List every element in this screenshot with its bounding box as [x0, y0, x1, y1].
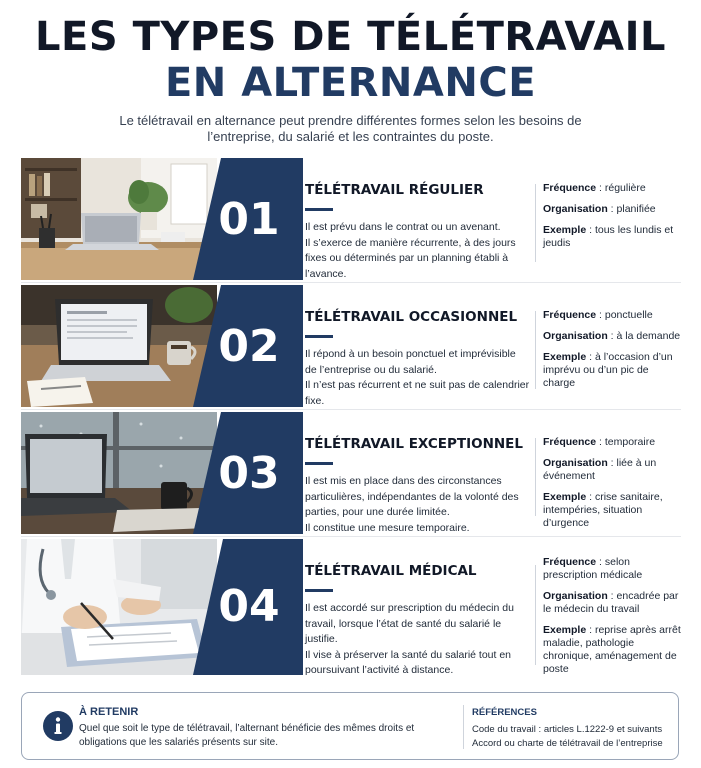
fact-exemple: Exemple : reprise après arrêt maladie, pathologie chronique, aménagement de poste: [543, 624, 681, 675]
section-title: TÉLÉTRAVAIL OCCASIONNEL: [305, 309, 518, 325]
fact-frequence: Fréquence : temporaire: [543, 436, 656, 448]
fact-exemple: Exemple : tous les lundis et jeudis: [543, 224, 674, 249]
fact-frequence: Fréquence : ponctuelle: [543, 309, 653, 321]
fact-organisation: Organisation : planifiée: [543, 203, 656, 215]
divider: [535, 565, 536, 665]
divider: [535, 438, 536, 516]
photo-laptop-desk: [21, 158, 217, 280]
intro-text: Le télétravail en alternance peut prendre différentes formes selon les besoins de l’entreprise, du salarié et les contraintes du poste.: [119, 113, 582, 144]
retain-box: [21, 692, 679, 760]
fact-organisation: Organisation : encadrée par le médecin du travail: [543, 590, 679, 615]
section-title: TÉLÉTRAVAIL MÉDICAL: [305, 563, 477, 579]
title-underline: [305, 462, 333, 465]
title-underline: [305, 208, 333, 211]
section-number: 01: [218, 194, 280, 245]
divider: [463, 705, 464, 749]
section-description: Il est mis en place dans des circonstances particulières, indépendantes de la volonté des parties, pour une durée limitée. Il constitue une mesure temporaire.: [305, 475, 519, 534]
section-number: 03: [218, 448, 280, 499]
reference-item: Accord ou charte de télétravail de l’entreprise: [472, 738, 663, 749]
fact-organisation: Organisation : à la demande: [543, 330, 681, 342]
section-description: Il répond à un besoin ponctuel et imprévisible de l’entreprise ou du salarié. Il n’est pas récurrent et ne suit pas de calendrier fixe.: [305, 348, 530, 407]
fact-frequence: Fréquence : régulière: [543, 182, 646, 194]
photo-doctor-prescription: [21, 539, 217, 675]
photo-laptop-rainy-window: [21, 412, 217, 534]
section-description: Il est accordé sur prescription du médecin du travail, lorsque l’état de santé du salarié le justifie. Il vise à préserver la santé du salarié tout en poursuivant l’activité à distance.: [305, 602, 514, 676]
photo-laptop-notebook: [21, 285, 217, 407]
page-title-secondary: EN ALTERNANCE: [164, 60, 537, 106]
section-title: TÉLÉTRAVAIL RÉGULIER: [305, 182, 484, 198]
retain-title: À RETENIR: [79, 706, 139, 718]
divider: [535, 311, 536, 389]
title-underline: [305, 335, 333, 338]
retain-text: Quel que soit le type de télétravail, l’alternant bénéficie des mêmes droits et obligations que les salariés présents sur site.: [79, 723, 415, 748]
fact-organisation: Organisation : liée à un événement: [543, 457, 657, 482]
section-occasionnel: [21, 285, 681, 407]
section-regulier: [21, 158, 681, 280]
reference-item: Code du travail : articles L.1222-9 et suivants: [472, 724, 663, 735]
info-icon: [43, 711, 73, 741]
fact-exemple: Exemple : à l’occasion d’un imprévu ou d’un pic de charge: [543, 351, 673, 389]
section-medical: [21, 539, 681, 675]
references-title: RÉFÉRENCES: [472, 707, 537, 718]
section-number: 04: [218, 581, 280, 632]
title-underline: [305, 589, 333, 592]
fact-frequence: Fréquence : selon prescription médicale: [543, 556, 643, 581]
section-facts: [543, 436, 683, 538]
section-facts: [543, 556, 683, 684]
page-title: LES TYPES DE TÉLÉTRAVAIL: [35, 14, 666, 60]
section-facts: [543, 309, 683, 398]
section-description: Il est prévu dans le contrat ou un avenant. Il s’exerce de manière récurrente, à des jours fixes ou déterminés par un planning établi à l’avance.: [305, 221, 516, 280]
divider: [535, 184, 536, 262]
fact-exemple: Exemple : crise sanitaire, intempéries, situation d’urgence: [543, 491, 663, 529]
section-title: TÉLÉTRAVAIL EXCEPTIONNEL: [305, 436, 523, 452]
section-number: 02: [218, 321, 280, 372]
section-exceptionnel: [21, 412, 681, 534]
section-facts: [543, 182, 683, 258]
